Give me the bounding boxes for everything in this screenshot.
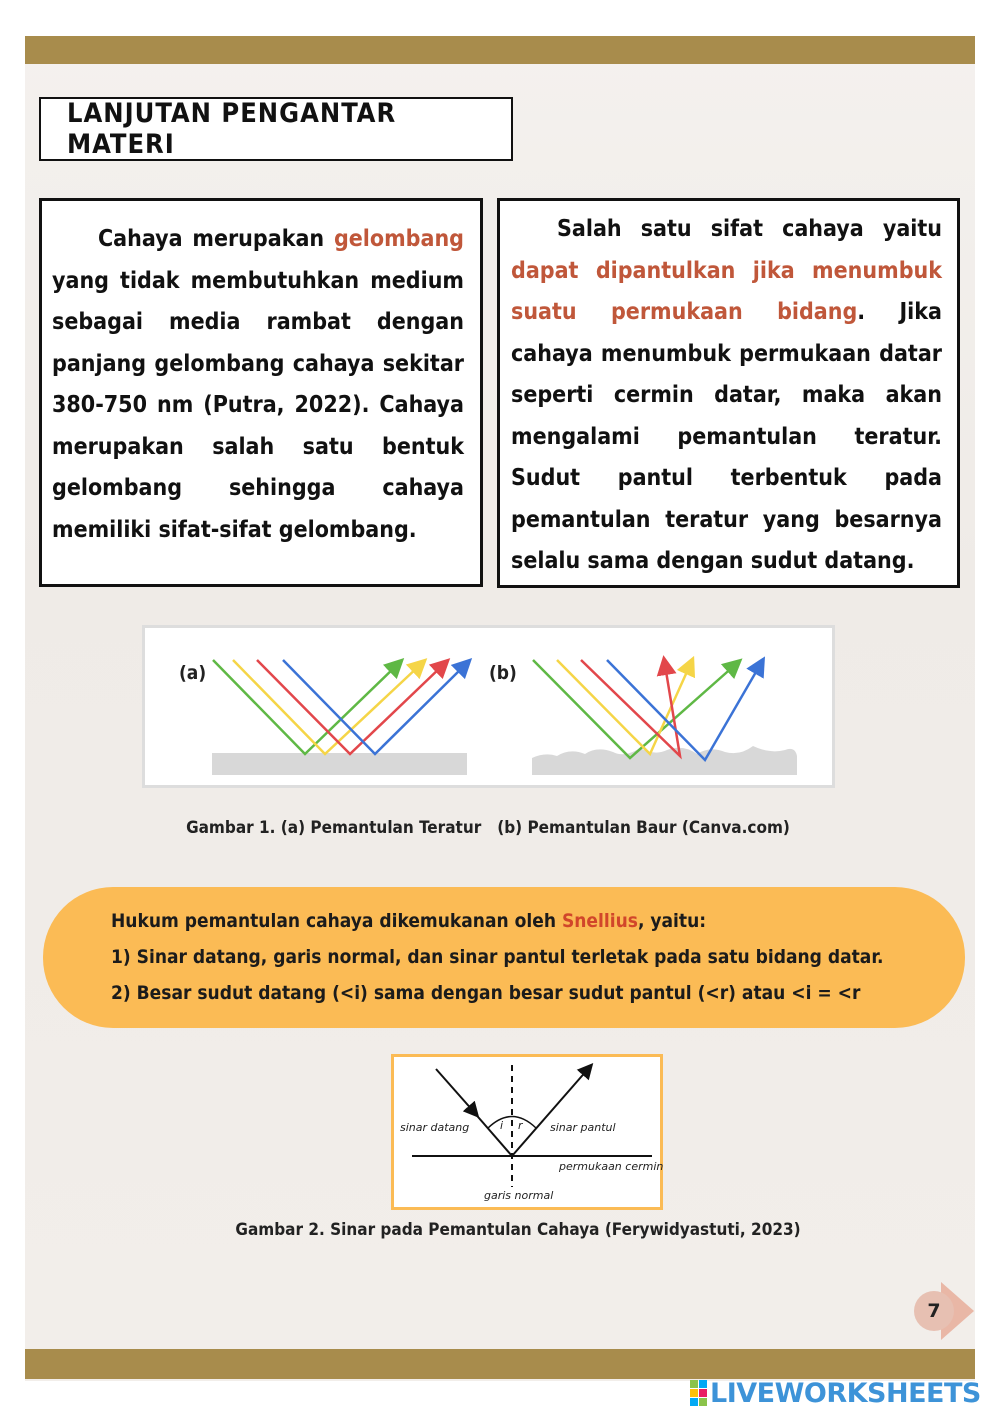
brand-logo: [690, 1376, 981, 1410]
reflection-paragraph: Salah satu sifat cahaya yaitu dapat dipantulkan jika menumbuk suatu permukaan bidang. Jika cahaya menumbuk permukaan datar seperti cermin datar, maka akan mengalami pemantulan teratur. Sudut pantul terbentuk pada pemantulan teratur yang besarnya selalu sama dengan sudut datang.: [511, 216, 942, 574]
label-b: (b): [489, 662, 517, 684]
angle-i-label: i: [500, 1119, 504, 1132]
ray-red-b: [581, 660, 680, 756]
figure1-caption: Gambar 1. (a) Pemantulan Teratur (b) Pemantulan Baur (Canva.com): [186, 818, 790, 838]
reflection-diagram: [145, 628, 832, 785]
intro-text-box: [39, 198, 483, 587]
law-intro: Hukum pemantulan cahaya dikemukanan oleh Snellius, yaitu:: [111, 910, 707, 932]
brand-logo-icon: [690, 1380, 707, 1406]
figure2-caption: Gambar 2. Sinar pada Pemantulan Cahaya (Ferywidyastuti, 2023): [235, 1220, 801, 1240]
ray-green-b: [533, 660, 735, 758]
law-of-reflection-box: [43, 887, 965, 1028]
reflected-ray: [512, 1069, 588, 1156]
intro-paragraph: Cahaya merupakan gelombang yang tidak membutuhkan medium sebagai media rambat dengan panjang gelombang cahaya sekitar 380-750 nm (Putra, 2022). Cahaya merupakan salah satu bentuk gelombang sehingga cahaya memiliki sifat-sifat gelombang.: [52, 226, 464, 543]
incident-ray-start: [436, 1069, 474, 1112]
brand-name: LIVEWORKSHEETS: [710, 1377, 981, 1409]
angle-r-label: r: [518, 1119, 523, 1132]
page-number: 7: [914, 1291, 954, 1331]
reflection-figure: [142, 625, 835, 788]
highlight-reflection: dapat dipantulkan jika menumbuk suatu permukaan bidang: [511, 257, 942, 325]
ray-yellow-a: [233, 660, 420, 754]
section-title: LANJUTAN PENGANTAR MATERI: [39, 97, 513, 161]
ray-diagram-figure: [391, 1054, 663, 1210]
flat-surface: [212, 753, 467, 775]
normal-label: garis normal: [484, 1189, 554, 1202]
law-item-2: 2) Besar sudut datang (<i) sama dengan besar sudut pantul (<r) atau <i = <r: [111, 982, 861, 1004]
ray-red-a: [257, 660, 443, 754]
incident-label: sinar datang: [400, 1121, 470, 1134]
rough-surface: [532, 746, 797, 775]
mirror-label: permukaan cermin: [559, 1160, 664, 1173]
snellius-highlight: Snellius: [561, 910, 638, 932]
bottom-band: [25, 1349, 975, 1379]
reflection-text-box: [497, 198, 960, 588]
highlight-gelombang: gelombang: [333, 226, 464, 252]
law-item-1: 1) Sinar datang, garis normal, dan sinar pantul terletak pada satu bidang datar.: [111, 946, 884, 968]
top-band: [25, 36, 975, 64]
label-a: (a): [179, 662, 207, 684]
reflected-label: sinar pantul: [550, 1121, 616, 1134]
ray-yellow-b: [557, 660, 690, 754]
